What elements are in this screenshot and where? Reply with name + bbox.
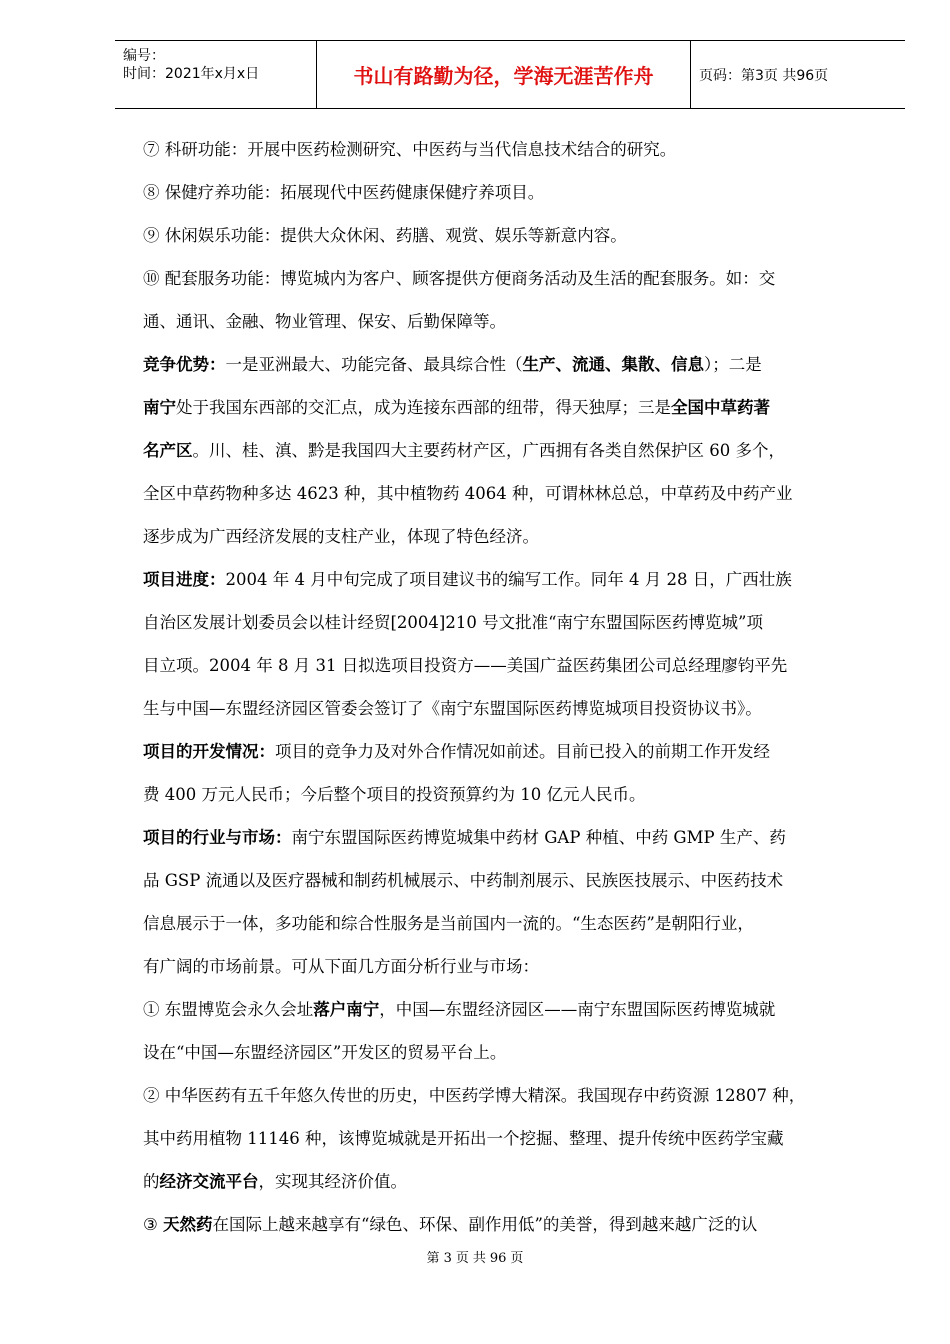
page-header (115, 40, 905, 109)
emphasis: 经济交流平台 (159, 1172, 259, 1191)
footer-text: 第 (426, 1251, 440, 1266)
footer-text: 共 (472, 1251, 486, 1266)
emphasis: 全国中草药著 (671, 398, 770, 417)
time-label: 时间：2021年x月x日 (123, 66, 260, 82)
emphasis: 名产区 (143, 441, 193, 460)
text-line: 目立项。2004 年 8 月 31 日拟选项目投资方——美国广益医药集团公司总经理廖钧平先 (143, 656, 788, 675)
text-line: 生与中国—东盟经济园区管委会签订了《南宁东盟国际医药博览城项目投资协议书》。 (143, 699, 762, 718)
text-line (143, 429, 883, 472)
text-line: ⑦ 科研功能：开展中医药检测研究、中医药与当代信息技术结合的研究。 (143, 140, 677, 159)
text-line (143, 988, 883, 1031)
text-line (143, 386, 883, 429)
emphasis: 落户南宁 (313, 1000, 380, 1019)
text-span: ，中国—东盟经济园区——南宁东盟国际医药博览城就 (379, 1000, 776, 1019)
page-footer (0, 1247, 950, 1266)
text-span: 在国际上越来越享有“绿色、环保、副作用低”的美誉，得到越来越广泛的认 (212, 1215, 758, 1234)
document-body (143, 128, 883, 1246)
text-line: 设在“中国—东盟经济园区”开发区的贸易平台上。 (143, 1043, 507, 1062)
emphasis: 天然药 (163, 1215, 213, 1234)
section-heading: 项目的开发情况： (143, 742, 275, 761)
text-line: ⑨ 休闲娱乐功能：提供大众休闲、药膳、观赏、娱乐等新意内容。 (143, 226, 627, 245)
text-line: ⑩ 配套服务功能：博览城内为客户、顾客提供方便商务活动及生活的配套服务。如：交 (143, 269, 776, 288)
section-heading: 竞争优势： (143, 355, 226, 374)
text-line (143, 816, 883, 859)
footer-text: 页 (455, 1251, 469, 1266)
emphasis: 南宁 (143, 398, 176, 417)
footer-text: 页 (510, 1251, 524, 1266)
text-line: 全区中草药物种多达 4623 种，其中植物药 4064 种，可谓林林总总，中草药及中药产业 (143, 484, 793, 503)
text-span: 项目的竞争力及对外合作情况如前述。目前已投入的前期工作开发经 (275, 742, 770, 761)
text-line: 有广阔的市场前景。可从下面几方面分析行业与市场： (143, 957, 539, 976)
text-span: 的 (143, 1172, 160, 1191)
text-line: ⑧ 保健疗养功能：拓展现代中医药健康保健疗养项目。 (143, 183, 545, 202)
text-span: ③ (143, 1215, 164, 1234)
text-span: 2004 年 4 月中旬完成了项目建议书的编写工作。同年 4 月 28 日，广西壮族 (225, 570, 792, 589)
text-span: 一是亚洲最大、功能完备、最具综合性（ (225, 355, 523, 374)
text-span: ）；二是 (704, 355, 762, 374)
header-motto: 书山有路勤为径，学海无涯苦作舟 (317, 41, 691, 108)
text-span: 处于我国东西部的交汇点，成为连接东西部的纽带，得天独厚；三是 (176, 398, 671, 417)
text-line: 品 GSP 流通以及医疗器械和制药机械展示、中药制剂展示、民族医技展示、中医药技术 (143, 871, 784, 890)
section-heading: 项目的行业与市场： (143, 828, 292, 847)
text-line: 逐步成为广西经济发展的支柱产业，体现了特色经济。 (143, 527, 539, 546)
header-page-label: 页码：第3页 共96页 (699, 67, 829, 84)
text-line: 费 400 万元人民币；今后整个项目的投资预算约为 10 亿元人民币。 (143, 785, 646, 804)
text-line (143, 730, 883, 773)
text-line: 通、通讯、金融、物业管理、保安、后勤保障等。 (143, 312, 506, 331)
text-line (143, 1160, 883, 1203)
text-line: 信息展示于一体，多功能和综合性服务是当前国内一流的。“生态医药”是朝阳行业， (143, 914, 754, 933)
emphasis: 生产、流通、集散、信息 (522, 355, 704, 374)
number-label: 编号： (123, 48, 165, 64)
text-line (143, 558, 883, 601)
text-line (143, 1203, 883, 1246)
text-line: 其中药用植物 11146 种，该博览城就是开拓出一个挖掘、整理、提升传统中医药学宝藏 (143, 1129, 784, 1148)
section-heading: 项目进度： (143, 570, 226, 589)
text-span: 。川、桂、滇、黔是我国四大主要药材产区，广西拥有各类自然保护区 60 多个， (192, 441, 785, 460)
text-line: 自治区发展计划委员会以桂计经贸[2004]210 号文批准“南宁东盟国际医药博览城”项 (143, 613, 763, 632)
text-span: ，实现其经济价值。 (258, 1172, 407, 1191)
page-total: 96 (489, 1251, 507, 1266)
text-line: ② 中华医药有五千年悠久传世的历史，中医药学博大精深。我国现存中药资源 12807 种， (143, 1086, 806, 1105)
header-meta (115, 41, 317, 108)
text-span: 南宁东盟国际医药博览城集中药材 GAP 种植、中药 GMP 生产、药 (291, 828, 786, 847)
text-span: ① 东盟博览会永久会址 (143, 1000, 314, 1019)
page-number: 3 (443, 1251, 452, 1266)
text-line (143, 343, 883, 386)
